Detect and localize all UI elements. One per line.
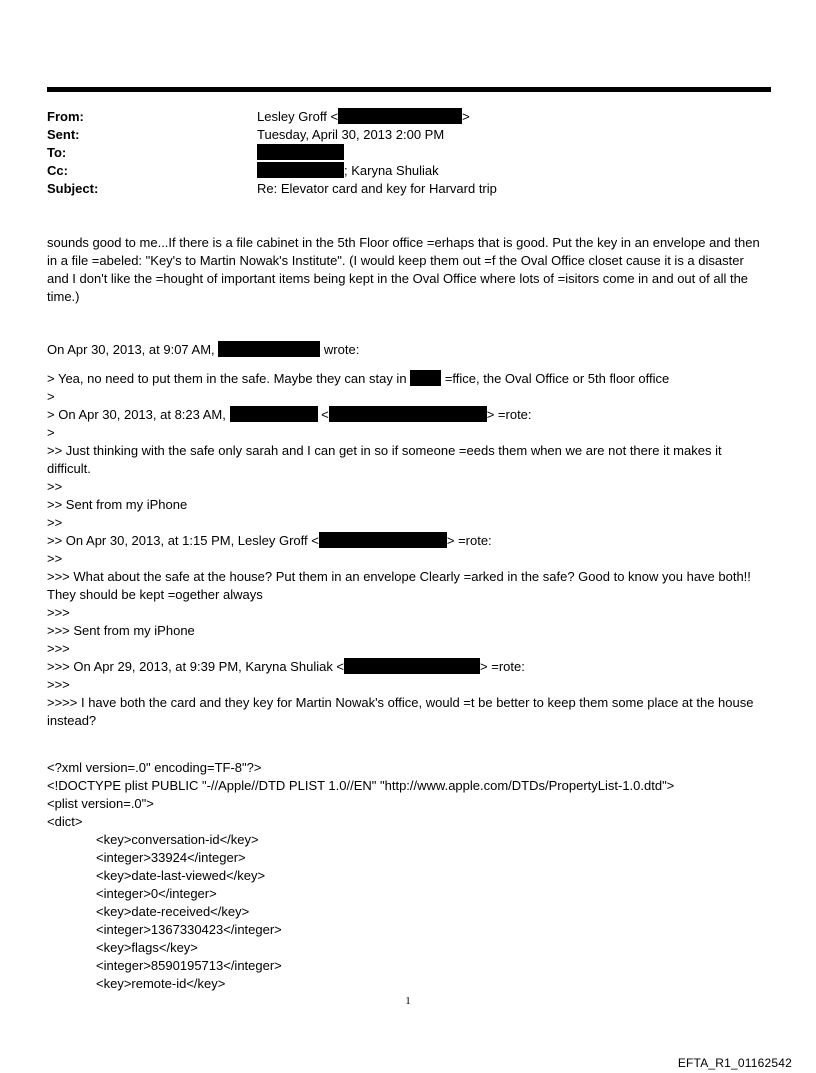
- quote-marker: >: [47, 389, 55, 404]
- subject-label: Subject:: [47, 181, 99, 196]
- quote-attribution: [47, 341, 767, 359]
- attribution-text: wrote:: [323, 342, 360, 357]
- attribution-text: >> On Apr 30, 2013, at 1:15 PM, Lesley Groff <: [47, 533, 319, 548]
- quote-text: >>>> I have both the card and they key for Martin Nowak's office, would =t be better to keep them some place at the house instead?: [47, 695, 754, 728]
- from-name: Lesley Groff <: [257, 109, 339, 124]
- attribution-text: <: [321, 407, 329, 422]
- quote-marker: >>>: [47, 641, 70, 656]
- redaction-bar: [410, 370, 441, 386]
- attribution-text: > On Apr 30, 2013, at 8:23 AM,: [47, 407, 226, 422]
- quote-line: [47, 370, 767, 388]
- redaction-bar: [257, 162, 344, 178]
- to-value: [257, 144, 344, 162]
- xml-line: <integer>8590195713</integer>: [96, 958, 282, 973]
- xml-line: <?xml version=.0" encoding=TF-8"?>: [47, 760, 262, 775]
- document-id: EFTA_R1_01162542: [677, 1056, 792, 1070]
- quote-attribution: [47, 406, 767, 424]
- xml-line: <key>date-last-viewed</key>: [96, 868, 266, 883]
- quote-marker: >>: [47, 479, 63, 494]
- quote-marker: >>>: [47, 677, 70, 692]
- cc-names: ; Karyna Shuliak: [344, 163, 439, 178]
- xml-block: [47, 759, 767, 993]
- xml-line: <key>conversation-id</key>: [96, 832, 259, 847]
- attribution-text: On Apr 30, 2013, at 9:07 AM,: [47, 342, 215, 357]
- quote-text: >> Just thinking with the safe only sarah and I can get in so if someone =eeds them when we are not there it makes it difficult.: [47, 443, 722, 476]
- subject-value: Re: Elevator card and key for Harvard trip: [257, 181, 497, 196]
- quote-text: >> Sent from my iPhone: [47, 497, 188, 512]
- redaction-bar: [344, 658, 480, 674]
- attribution-text: > =rote:: [486, 407, 532, 422]
- redaction-bar: [338, 108, 462, 124]
- redaction-bar: [230, 406, 318, 422]
- cc-label: Cc:: [47, 163, 68, 178]
- quote-attribution: [47, 532, 767, 550]
- from-value: [257, 108, 470, 126]
- quote-marker: >>: [47, 515, 63, 530]
- xml-line: <key>flags</key>: [96, 940, 198, 955]
- quote-text: =ffice, the Oval Office or 5th floor office: [444, 371, 670, 386]
- xml-line: <key>date-received</key>: [96, 904, 250, 919]
- attribution-text: >>> On Apr 29, 2013, at 9:39 PM, Karyna Shuliak <: [47, 659, 345, 674]
- redaction-bar: [257, 144, 344, 160]
- sent-label: Sent:: [47, 127, 80, 142]
- page-number: 1: [405, 995, 411, 1007]
- sent-value: Tuesday, April 30, 2013 2:00 PM: [257, 127, 445, 142]
- attribution-text: > =rote:: [446, 533, 492, 548]
- quote-text: >>> Sent from my iPhone: [47, 623, 195, 638]
- xml-line: <integer>1367330423</integer>: [96, 922, 282, 937]
- quote-marker: >>: [47, 551, 63, 566]
- from-label: From:: [47, 109, 84, 124]
- reply-text: sounds good to me...If there is a file cabinet in the 5th Floor office =erhaps that is good. Put the key in an envelope and then in a file =abeled: "Key's to Martin Nowak's Institute". (I would keep them out =f the Oval Office closet cause it is a disaster and I don't like the =hought of important items being kept in the Oval Office where lots of =isitors come in and out of all the time.): [47, 235, 760, 304]
- redaction-bar: [319, 532, 447, 548]
- cc-value: [257, 162, 439, 180]
- from-close: >: [462, 109, 470, 124]
- quoted-thread: [47, 341, 767, 730]
- quote-text: > Yea, no need to put them in the safe. Maybe they can stay in: [47, 371, 407, 386]
- quote-text: >>> What about the safe at the house? Put them in an envelope Clearly =arked in the safe? Good to know you have both!! They should be kept =ogether always: [47, 569, 751, 602]
- xml-line: <key>remote-id</key>: [96, 976, 226, 991]
- quote-marker: >>>: [47, 605, 70, 620]
- attribution-text: > =rote:: [480, 659, 525, 674]
- xml-line: <plist version=.0">: [47, 796, 154, 811]
- to-label: To:: [47, 145, 67, 160]
- xml-line: <integer>33924</integer>: [96, 850, 246, 865]
- redaction-bar: [329, 406, 487, 422]
- message-body: [47, 234, 767, 306]
- header-rule: [47, 87, 771, 92]
- quote-marker: >: [47, 425, 55, 440]
- xml-line: <dict>: [47, 814, 83, 829]
- xml-line: <integer>0</integer>: [96, 886, 217, 901]
- xml-line: <!DOCTYPE plist PUBLIC "-//Apple//DTD PLIST 1.0//EN" "http://www.apple.com/DTDs/PropertyList-1.0.dtd">: [47, 778, 675, 793]
- quote-attribution: [47, 658, 767, 676]
- redaction-bar: [218, 341, 320, 357]
